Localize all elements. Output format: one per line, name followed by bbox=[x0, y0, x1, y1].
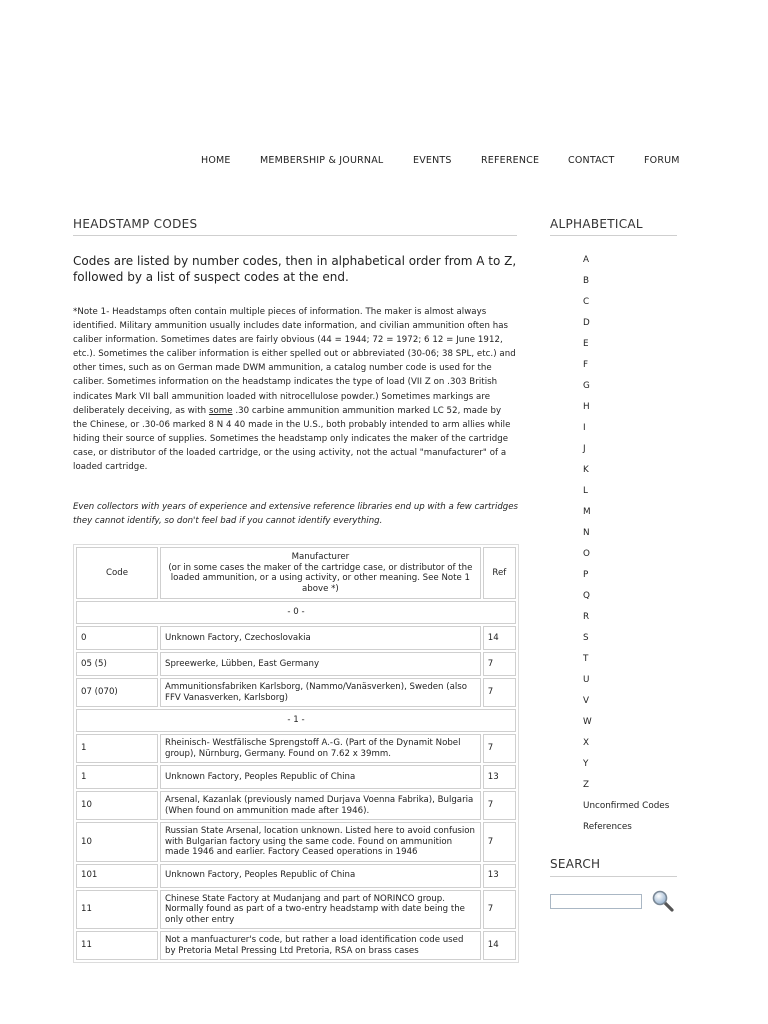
alphabet-link[interactable]: P bbox=[583, 570, 589, 580]
main-nav bbox=[0, 155, 768, 171]
alphabet-link[interactable]: T bbox=[583, 654, 589, 664]
alphabetical-title: ALPHABETICAL bbox=[550, 217, 643, 231]
manufacturer-cell: Unknown Factory, Czechoslovakia bbox=[160, 626, 481, 650]
code-cell: 11 bbox=[76, 890, 158, 930]
note-1 bbox=[73, 305, 518, 474]
table-row bbox=[76, 791, 516, 820]
search-divider bbox=[550, 876, 677, 877]
alphabet-link[interactable]: B bbox=[583, 276, 590, 286]
code-cell: 10 bbox=[76, 791, 158, 820]
alphabet-link[interactable]: U bbox=[583, 675, 590, 685]
nav-events[interactable]: EVENTS bbox=[413, 155, 452, 166]
manufacturer-cell: Unknown Factory, Peoples Republic of China bbox=[160, 864, 481, 888]
alphabet-link[interactable]: O bbox=[583, 549, 590, 559]
alphabet-list bbox=[583, 250, 669, 838]
magnifier-icon bbox=[651, 889, 675, 913]
alphabet-link[interactable]: G bbox=[583, 381, 590, 391]
table-row bbox=[76, 890, 516, 930]
code-cell: 101 bbox=[76, 864, 158, 888]
headstamp-table-wrapper bbox=[73, 544, 519, 963]
note-1-text-a: *Note 1- Headstamps often contain multiple pieces of information. The maker is almost always identified. Military ammunition usually includes date information, and civilian ammunition often has caliber information. Sometimes dates are fairly obvious (44 = 1944; 72 = 1972; 6 12 = June 1912, etc.). Sometimes the caliber information is either spelled out or abbreviated (30-06; 38 SPL, etc.) and other times, such as on German made DWM ammunition, a catalog number code is used for the caliber. Sometimes information on the headstamp indicates the type of load (VII Z on .303 British indicates Mark VII ball ammunition loaded with nitrocellulose powder.) Sometimes markings are deliberately deceiving, as with bbox=[73, 307, 516, 416]
code-cell: 07 (070) bbox=[76, 678, 158, 707]
code-cell: 10 bbox=[76, 822, 158, 862]
code-cell: 1 bbox=[76, 734, 158, 763]
alphabet-link[interactable]: L bbox=[583, 486, 588, 496]
ref-cell: 14 bbox=[483, 931, 516, 960]
alphabet-link[interactable]: F bbox=[583, 360, 589, 370]
manufacturer-cell: Unknown Factory, Peoples Republic of China bbox=[160, 765, 481, 789]
search-input[interactable] bbox=[550, 894, 642, 909]
nav-home[interactable]: HOME bbox=[201, 155, 231, 166]
manufacturer-cell: Rheinisch- Westfälische Sprengstoff A.-G. (Part of the Dynamit Nobel group), Nürnburg, Germany. Found on 7.62 x 39mm. bbox=[160, 734, 481, 763]
table-row bbox=[76, 652, 516, 676]
ref-cell: 7 bbox=[483, 791, 516, 820]
alphabet-link[interactable]: E bbox=[583, 339, 589, 349]
nav-reference[interactable]: REFERENCE bbox=[481, 155, 540, 166]
intro-text: Codes are listed by number codes, then in alphabetical order from A to Z, followed by a list of suspect codes at the end. bbox=[73, 254, 517, 284]
alphabet-link[interactable]: M bbox=[583, 507, 591, 517]
headstamp-table bbox=[73, 544, 519, 963]
note-1-text-b: .30 carbine ammunition ammunition marked LC 52, made by the Chinese, or .30-06 marked 8 N 4 40 made in the U.S., both probably intended to arm allies while hiding their source of supplies. Sometimes the headstamp only indicates the maker of the cartridge case, or distributor of the loaded cartridge, or the using activity, not the actual "manufacturer" of a loaded cartridge. bbox=[73, 405, 511, 473]
manufacturer-cell: Russian State Arsenal, location unknown. Listed here to avoid confusion with Bulgarian factory using the same code. Found on ammunition made 1946 and earlier. Factory Ceased operations in 1946 bbox=[160, 822, 481, 862]
alphabet-link[interactable]: W bbox=[583, 717, 592, 727]
search-title: SEARCH bbox=[550, 857, 601, 871]
manufacturer-cell: Spreewerke, Lübben, East Germany bbox=[160, 652, 481, 676]
ref-cell: 13 bbox=[483, 765, 516, 789]
alphabet-link[interactable]: X bbox=[583, 738, 590, 748]
alphabet-link[interactable]: A bbox=[583, 255, 590, 265]
group-label: - 0 - bbox=[76, 601, 516, 624]
ref-cell: 14 bbox=[483, 626, 516, 650]
table-row bbox=[76, 734, 516, 763]
alphabet-link[interactable]: K bbox=[583, 465, 589, 475]
nav-forum[interactable]: FORUM bbox=[644, 155, 680, 166]
header-ref: Ref bbox=[483, 547, 516, 599]
ref-cell: 7 bbox=[483, 822, 516, 862]
header-manufacturer: Manufacturer (or in some cases the maker of the cartridge case, or distributor of the loaded ammunition, or a using activity, or other meaning. See Note 1 above *) bbox=[160, 547, 481, 599]
alphabet-link[interactable]: V bbox=[583, 696, 590, 706]
ref-cell: 7 bbox=[483, 734, 516, 763]
alphabet-link[interactable]: N bbox=[583, 528, 590, 538]
alphabet-link[interactable]: R bbox=[583, 612, 590, 622]
table-row bbox=[76, 931, 516, 960]
nav-contact[interactable]: CONTACT bbox=[568, 155, 615, 166]
alphabet-link[interactable]: D bbox=[583, 318, 590, 328]
ref-cell: 7 bbox=[483, 652, 516, 676]
collector-note: Even collectors with years of experience and extensive reference libraries end up with a few cartridges they cannot identify, so don't feel bad if you cannot identify everything. bbox=[73, 502, 519, 526]
code-cell: 0 bbox=[76, 626, 158, 650]
table-group-row bbox=[76, 709, 516, 732]
search-button[interactable] bbox=[651, 889, 675, 913]
alphabet-link[interactable]: S bbox=[583, 633, 589, 643]
table-row bbox=[76, 765, 516, 789]
manufacturer-cell: Ammunitionsfabriken Karlsborg, (Nammo/Vanäsverken), Sweden (also FFV Vanasverken, Karlsborg) bbox=[160, 678, 481, 707]
code-cell: 11 bbox=[76, 931, 158, 960]
alphabet-link[interactable]: Y bbox=[583, 759, 589, 769]
ref-cell: 7 bbox=[483, 890, 516, 930]
alphabet-link[interactable]: Q bbox=[583, 591, 590, 601]
alphabet-link[interactable]: I bbox=[583, 423, 586, 433]
alphabet-link[interactable]: Unconfirmed Codes bbox=[583, 801, 670, 811]
nav-membership-journal[interactable]: MEMBERSHIP & JOURNAL bbox=[260, 155, 384, 166]
table-row bbox=[76, 822, 516, 862]
table-row bbox=[76, 678, 516, 707]
manufacturer-cell: Not a manfuacturer's code, but rather a load identification code used by Pretoria Metal Pressing Ltd Pretoria, RSA on brass cases bbox=[160, 931, 481, 960]
alphabetical-divider bbox=[550, 235, 677, 236]
group-label: - 1 - bbox=[76, 709, 516, 732]
alphabet-link[interactable]: H bbox=[583, 402, 590, 412]
table-row bbox=[76, 626, 516, 650]
table-group-row bbox=[76, 601, 516, 624]
code-cell: 1 bbox=[76, 765, 158, 789]
page-title: HEADSTAMP CODES bbox=[73, 217, 198, 231]
alphabet-link[interactable]: References bbox=[583, 822, 632, 832]
ref-cell: 13 bbox=[483, 864, 516, 888]
ref-cell: 7 bbox=[483, 678, 516, 707]
alphabet-link[interactable]: Z bbox=[583, 780, 590, 790]
alphabet-link[interactable]: C bbox=[583, 297, 590, 307]
table-header-row bbox=[76, 547, 516, 599]
code-cell: 05 (5) bbox=[76, 652, 158, 676]
note-some-link[interactable]: some bbox=[208, 405, 233, 416]
title-divider bbox=[73, 235, 517, 236]
header-code: Code bbox=[76, 547, 158, 599]
table-row bbox=[76, 864, 516, 888]
alphabet-link[interactable]: J bbox=[583, 444, 586, 454]
manufacturer-cell: Chinese State Factory at Mudanjang and part of NORINCO group. Normally found as part of a two-entry headstamp with date being the only other entry bbox=[160, 890, 481, 930]
manufacturer-cell: Arsenal, Kazanlak (previously named Durjava Voenna Fabrika), Bulgaria (When found on ammunition made after 1946). bbox=[160, 791, 481, 820]
